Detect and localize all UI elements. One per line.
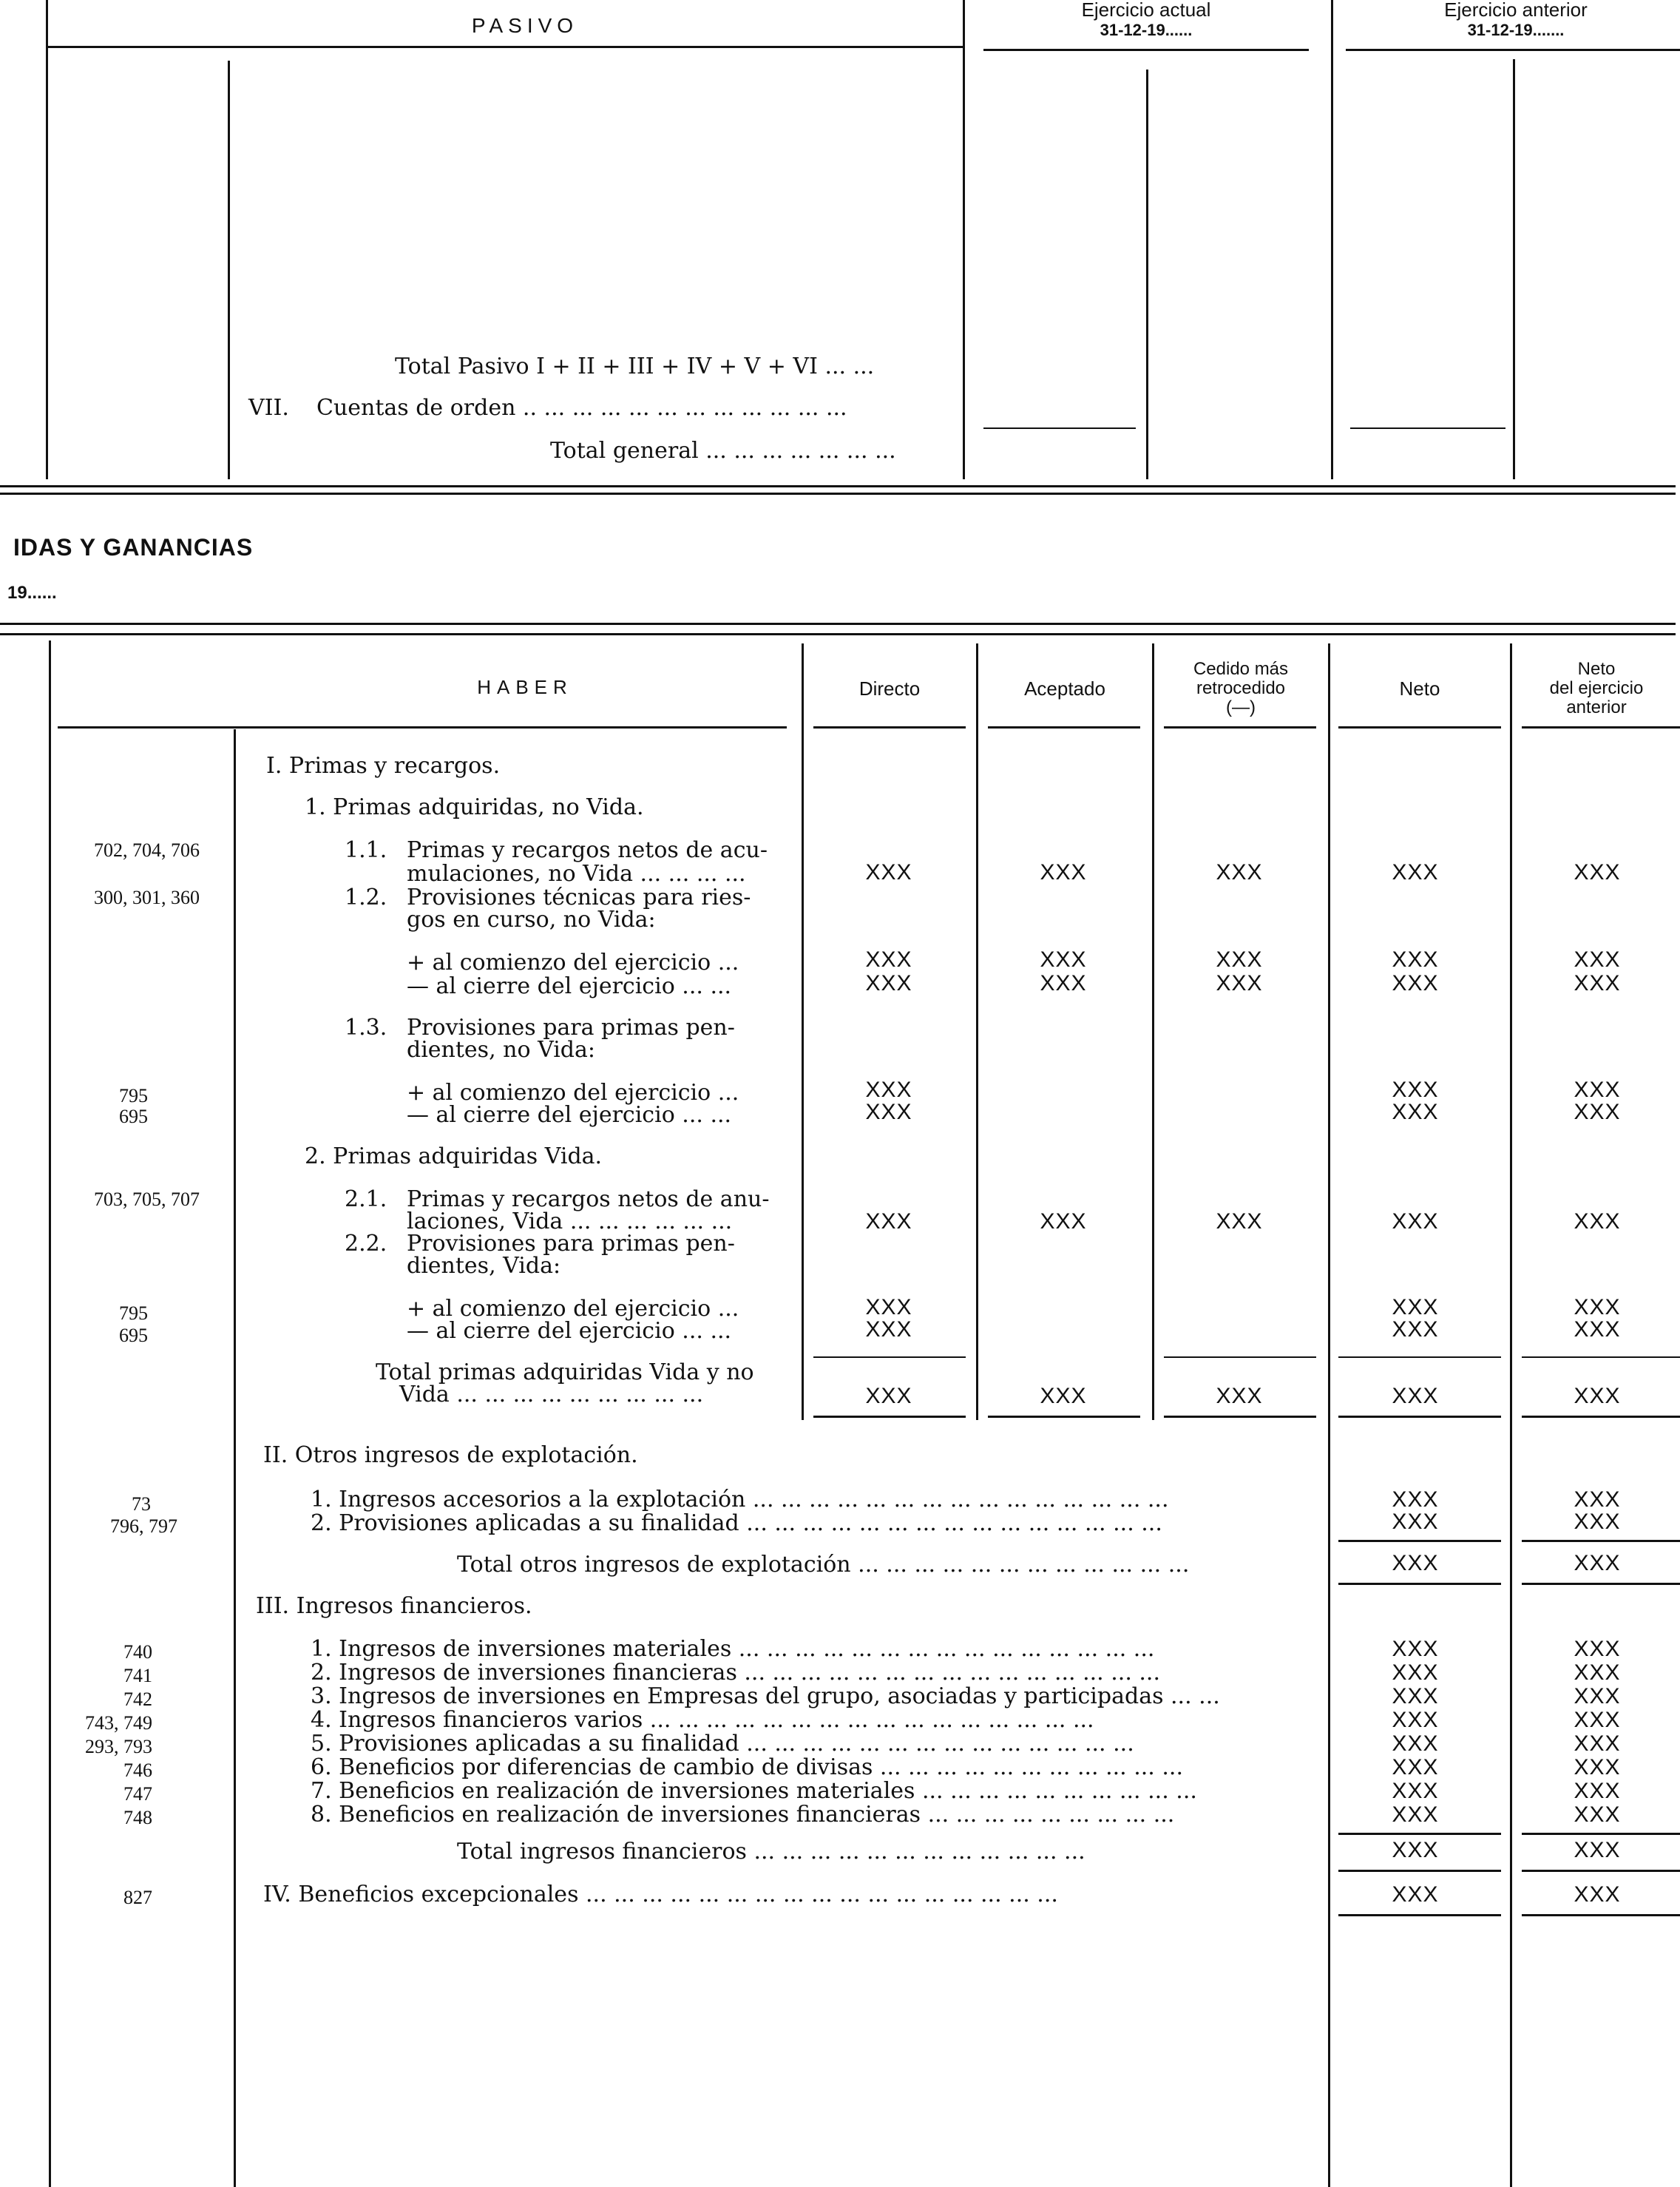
xxx-cell: XXX (1392, 1637, 1439, 1661)
num-I-2-1: 2.1. (345, 1186, 387, 1212)
total-primas-a: Total primas adquiridas Vida y no (376, 1359, 754, 1385)
xxx-cell: XXX (1574, 1078, 1621, 1102)
xxx-cell: XXX (1574, 860, 1621, 885)
xxx-cell: XXX (1574, 1487, 1621, 1512)
xxx-cell: XXX (1392, 1838, 1439, 1862)
code-I-2-1: 703, 705, 707 (94, 1189, 200, 1210)
xxx-cell: XXX (1392, 1317, 1439, 1342)
col-actual-date: 31-12-19...... (1100, 21, 1193, 39)
code-III-8: 748 (123, 1807, 152, 1828)
col-actual-title: Ejercicio actual (1081, 0, 1211, 21)
vii-roman: VII. (248, 395, 289, 421)
section-I: I. Primas y recargos. (266, 753, 501, 779)
xxx-cell: XXX (865, 1100, 912, 1124)
text-I-1-1-b: mulaciones, no Vida ... ... ... ... (407, 861, 746, 887)
code-III-4: 743, 749 (85, 1712, 152, 1734)
text-I-2-1-a: Primas y recargos netos de anu- (407, 1186, 770, 1212)
header-aceptado: Aceptado (1024, 677, 1105, 700)
xxx-cell: XXX (1574, 1779, 1621, 1803)
xxx-cell: XXX (1040, 1209, 1087, 1234)
xxx-cell: XXX (1392, 1779, 1439, 1803)
text-I-1-2-a: Provisiones técnicas para ries- (407, 885, 751, 910)
code-II-2: 796, 797 (110, 1515, 177, 1537)
code-III-3: 742 (123, 1689, 152, 1710)
section-I-2: 2. Primas adquiridas Vida. (305, 1143, 603, 1169)
xxx-cell: XXX (1040, 1384, 1087, 1408)
code-III-5: 293, 793 (85, 1736, 152, 1757)
xxx-cell: XXX (1574, 1209, 1621, 1234)
total-pasivo: Total Pasivo I + II + III + IV + V + VI ... ... (395, 354, 875, 379)
text-I-2-2-b: dientes, Vida: (407, 1253, 561, 1279)
xxx-cell: XXX (1216, 1209, 1263, 1234)
xxx-cell: XXX (1392, 1802, 1439, 1827)
xxx-cell: XXX (1574, 1802, 1621, 1827)
num-I-1-3: 1.3. (345, 1015, 387, 1041)
text-II-1: 1. Ingresos accesorios a la explotación ... ... ... ... ... ... ... ... ... ... ... ... ... ... ... (311, 1487, 1169, 1512)
code-II-1: 73 (132, 1493, 151, 1515)
num-I-2-2: 2.2. (345, 1231, 387, 1257)
xxx-cell: XXX (1392, 1551, 1439, 1575)
minus-cierre-1: — al cierre del ejercicio ... ... (407, 973, 732, 999)
plus-comienzo-2: + al comienzo del ejercicio ... (407, 1080, 739, 1106)
header-neto-ant-1: Neto (1577, 659, 1616, 679)
xxx-cell: XXX (1574, 1551, 1621, 1575)
total-primas-b: Vida ... ... ... ... ... ... ... ... ... (399, 1382, 704, 1407)
header-cedido-3: (—) (1226, 697, 1256, 717)
xxx-cell: XXX (1574, 1755, 1621, 1779)
num-I-1-1: 1.1. (345, 837, 387, 863)
code-I-1-2: 300, 301, 360 (94, 887, 200, 908)
xxx-cell: XXX (865, 971, 912, 996)
cuentas-de-orden: Cuentas de orden .. ... ... ... ... ... ... ... ... ... ... ... (316, 395, 847, 421)
num-I-1-2: 1.2. (345, 885, 387, 910)
xxx-cell: XXX (1574, 1100, 1621, 1124)
xxx-cell: XXX (1040, 971, 1087, 996)
xxx-cell: XXX (1392, 971, 1439, 996)
text-III-2: 2. Ingresos de inversiones financieras ... ... ... ... ... ... ... ... ... ... ... ... ... ... ... (311, 1660, 1161, 1686)
minus-cierre-2: — al cierre del ejercicio ... ... (407, 1102, 732, 1128)
xxx-cell: XXX (1392, 1487, 1439, 1512)
xxx-cell: XXX (1216, 1384, 1263, 1408)
header-neto-ant-2: del ejercicio (1549, 678, 1644, 698)
xxx-cell: XXX (1392, 1882, 1439, 1907)
xxx-cell: XXX (865, 1295, 912, 1319)
text-I-1-2-b: gos en curso, no Vida: (407, 907, 656, 933)
section-year: 19...... (7, 583, 57, 603)
section-I-1: 1. Primas adquiridas, no Vida. (305, 794, 644, 820)
header-cedido-1: Cedido más (1193, 659, 1289, 679)
header-cedido-2: retrocedido (1196, 678, 1286, 698)
total-general: Total general ... ... ... ... ... ... ... (550, 438, 896, 464)
xxx-cell: XXX (1392, 1384, 1439, 1408)
plus-comienzo-1: + al comienzo del ejercicio ... (407, 950, 739, 976)
xxx-cell: XXX (1216, 860, 1263, 885)
code-III-2: 741 (123, 1665, 152, 1686)
xxx-cell: XXX (1574, 1510, 1621, 1534)
xxx-cell: XXX (1392, 1100, 1439, 1124)
xxx-cell: XXX (1574, 1637, 1621, 1661)
xxx-cell: XXX (1040, 947, 1087, 972)
xxx-cell: XXX (1392, 1295, 1439, 1319)
text-III-3: 3. Ingresos de inversiones en Empresas del grupo, asociadas y participadas ... ... (311, 1683, 1220, 1709)
code-III-6: 746 (123, 1760, 152, 1781)
xxx-cell: XXX (1392, 947, 1439, 972)
xxx-cell: XXX (1392, 1660, 1439, 1685)
code-695-b: 695 (119, 1325, 148, 1346)
header-haber: HABER (477, 676, 573, 698)
xxx-cell: XXX (1574, 1295, 1621, 1319)
xxx-cell: XXX (865, 1384, 912, 1408)
code-795-a: 795 (119, 1085, 148, 1106)
total-III: Total ingresos financieros ... ... ... ... ... ... ... ... ... ... ... ... (457, 1839, 1085, 1865)
xxx-cell: XXX (1392, 1209, 1439, 1234)
text-III-8: 8. Beneficios en realización de inversiones financieras ... ... ... ... ... ... ... ... ... (311, 1802, 1175, 1828)
xxx-cell: XXX (1392, 1755, 1439, 1779)
col-anterior-title: Ejercicio anterior (1444, 0, 1588, 21)
col-anterior-date: 31-12-19....... (1467, 21, 1565, 39)
xxx-cell: XXX (1574, 1882, 1621, 1907)
total-II: Total otros ingresos de explotación ... ... ... ... ... ... ... ... ... ... ... ... (457, 1552, 1190, 1578)
xxx-cell: XXX (1392, 860, 1439, 885)
section-II: II. Otros ingresos de explotación. (263, 1442, 638, 1468)
header-directo: Directo (858, 677, 921, 700)
xxx-cell: XXX (865, 1078, 912, 1102)
text-III-7: 7. Beneficios en realización de inversiones materiales ... ... ... ... ... ... ... ... ... ... (311, 1778, 1197, 1804)
text-I-1-1-a: Primas y recargos netos de acu- (407, 837, 768, 863)
xxx-cell: XXX (1574, 1708, 1621, 1732)
xxx-cell: XXX (1574, 1384, 1621, 1408)
text-I-1-3-b: dientes, no Vida: (407, 1037, 595, 1063)
text-III-6: 6. Beneficios por diferencias de cambio de divisas ... ... ... ... ... ... ... ... ... ... ... (311, 1754, 1183, 1780)
xxx-cell: XXX (1574, 1660, 1621, 1685)
code-795-b: 795 (119, 1302, 148, 1324)
xxx-cell: XXX (1574, 1838, 1621, 1862)
xxx-cell: XXX (1392, 1708, 1439, 1732)
xxx-cell: XXX (1216, 947, 1263, 972)
text-III-1: 1. Ingresos de inversiones materiales ... ... ... ... ... ... ... ... ... ... ... ... ... ... ... (311, 1636, 1155, 1662)
text-II-2: 2. Provisiones aplicadas a su finalidad ... ... ... ... ... ... ... ... ... ... ... ... ... ... ... (311, 1510, 1162, 1536)
xxx-cell: XXX (865, 1317, 912, 1342)
code-I-1-1: 702, 704, 706 (94, 839, 200, 861)
section-title: IDAS Y GANANCIAS (13, 534, 254, 561)
code-IV: 827 (123, 1887, 152, 1908)
text-III-4: 4. Ingresos financieros varios ... ... ... ... ... ... ... ... ... ... ... ... ... ... ... ... (311, 1707, 1094, 1733)
text-I-1-3-a: Provisiones para primas pen- (407, 1015, 735, 1041)
plus-comienzo-3: + al comienzo del ejercicio ... (407, 1296, 739, 1322)
header-neto-ant-3: anterior (1566, 697, 1627, 717)
code-III-1: 740 (123, 1641, 152, 1663)
header-neto: Neto (1399, 677, 1440, 700)
xxx-cell: XXX (1392, 1684, 1439, 1708)
section-III: III. Ingresos financieros. (256, 1593, 532, 1619)
code-695-a: 695 (119, 1106, 148, 1127)
xxx-cell: XXX (865, 860, 912, 885)
text-IV: IV. Beneficios excepcionales ... ... ... ... ... ... ... ... ... ... ... ... ... ... ... ... ... (263, 1882, 1058, 1907)
xxx-cell: XXX (865, 1209, 912, 1234)
text-I-2-1-b: laciones, Vida ... ... ... ... ... ... (407, 1209, 733, 1234)
xxx-cell: XXX (1392, 1078, 1439, 1102)
minus-cierre-3: — al cierre del ejercicio ... ... (407, 1318, 732, 1344)
xxx-cell: XXX (1040, 860, 1087, 885)
code-III-7: 747 (123, 1783, 152, 1805)
xxx-cell: XXX (1392, 1510, 1439, 1534)
xxx-cell: XXX (1392, 1731, 1439, 1756)
pasivo-header: PASIVO (471, 14, 579, 37)
xxx-cell: XXX (1574, 1684, 1621, 1708)
xxx-cell: XXX (865, 947, 912, 972)
xxx-cell: XXX (1574, 1731, 1621, 1756)
text-III-5: 5. Provisiones aplicadas a su finalidad ... ... ... ... ... ... ... ... ... ... ... ... ... ... (311, 1731, 1134, 1757)
xxx-cell: XXX (1216, 971, 1263, 996)
xxx-cell: XXX (1574, 1317, 1621, 1342)
xxx-cell: XXX (1574, 971, 1621, 996)
xxx-cell: XXX (1574, 947, 1621, 972)
text-I-2-2-a: Provisiones para primas pen- (407, 1231, 735, 1257)
